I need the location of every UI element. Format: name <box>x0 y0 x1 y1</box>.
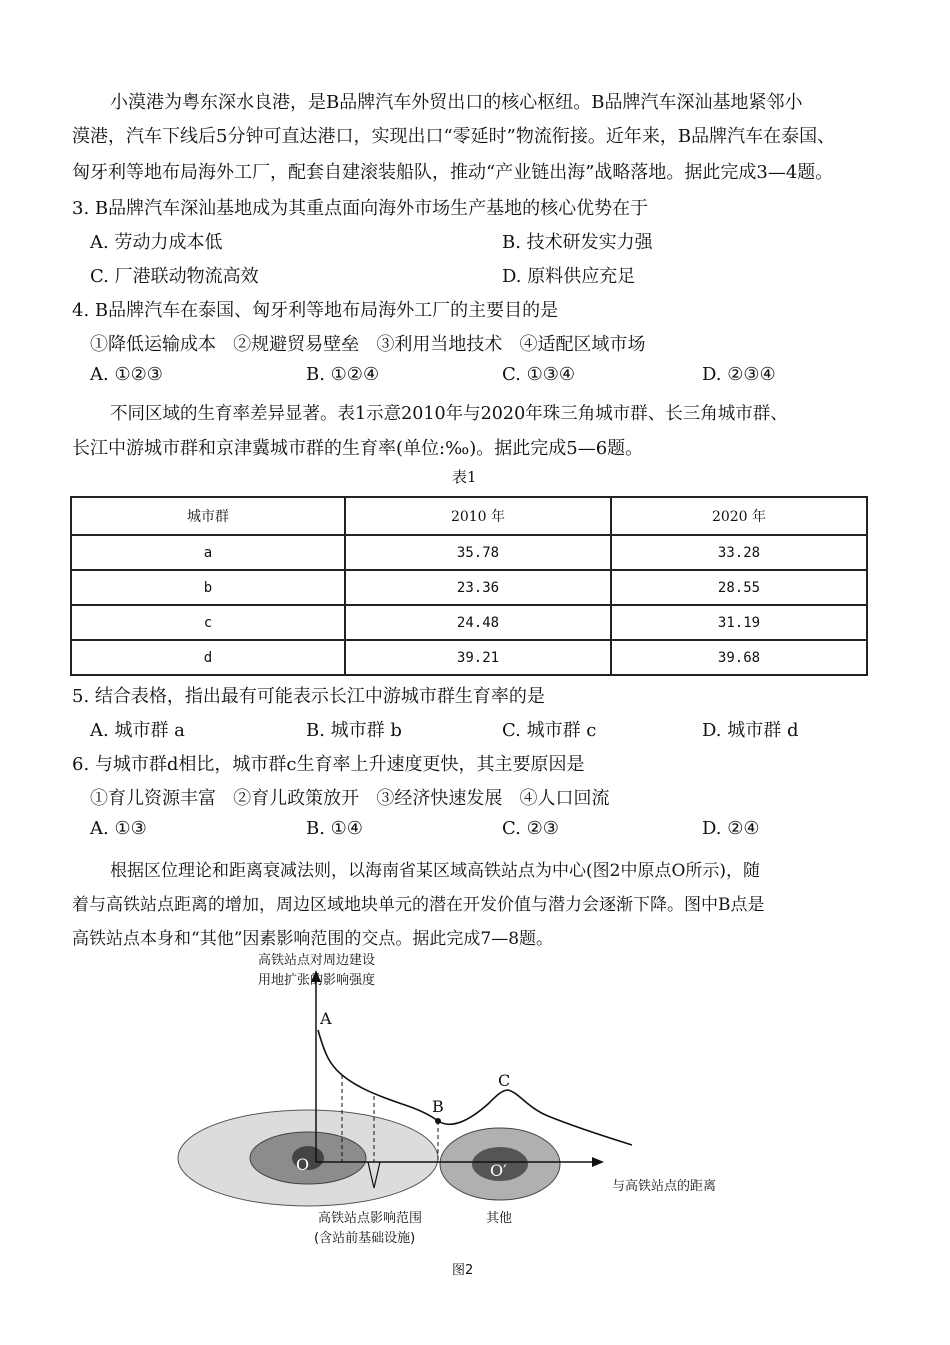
figure-2-diagram <box>0 940 950 1280</box>
table-cell: a <box>71 535 345 570</box>
table-cell: 23.36 <box>345 570 611 605</box>
q6-option-a[interactable]: A. ①③ <box>90 818 147 839</box>
intro3-line-3: 高铁站点本身和“其他”因素影响范围的交点。据此完成7—8题。 <box>72 929 554 949</box>
table-header-cell: 2020 年 <box>611 497 867 535</box>
intro3-line-1: 根据区位理论和距离衰减法则，以海南省某区域高铁站点为中心(图2中原点O所示)，随 <box>110 861 761 881</box>
q5-option-a[interactable]: A. 城市群 a <box>90 720 185 741</box>
point-b-dot <box>435 1118 441 1124</box>
q4-items: ①降低运输成本 ②规避贸易壁垒 ③利用当地技术 ④适配区域市场 <box>90 334 646 355</box>
q4-option-b[interactable]: B. ①②④ <box>306 364 380 385</box>
x-axis-label: 与高铁站点的距离 <box>612 1179 717 1194</box>
intro2-line-1: 不同区域的生育率差异显著。表1示意2010年与2020年珠三角城市群、长三角城市群、 <box>110 404 788 424</box>
intro3-line-2: 着与高铁站点距离的增加，周边区域地块单元的潜在开发价值与潜力会逐渐下降。图中B点是 <box>72 895 765 915</box>
q3-option-b[interactable]: B. 技术研发实力强 <box>502 232 653 253</box>
q5-stem: 5. 结合表格，指出最有可能表示长江中游城市群生育率的是 <box>72 686 545 707</box>
q5-option-d[interactable]: D. 城市群 d <box>702 720 799 741</box>
origin2-label: O′ <box>490 1161 507 1180</box>
table-cell: 33.28 <box>611 535 867 570</box>
table-row <box>71 640 867 675</box>
table-header-cell: 2010 年 <box>345 497 611 535</box>
q3-option-d[interactable]: D. 原料供应充足 <box>502 266 636 287</box>
table-row <box>71 535 867 570</box>
origin-label: O <box>296 1155 310 1174</box>
table-header-cell: 城市群 <box>71 497 345 535</box>
y-axis-label-line-1: 高铁站点对周边建设 <box>258 953 376 968</box>
q6-stem: 6. 与城市群d相比，城市群c生育率上升速度更快，其主要原因是 <box>72 754 585 775</box>
q5-option-b[interactable]: B. 城市群 b <box>306 720 402 741</box>
q6-option-b[interactable]: B. ①④ <box>306 818 363 839</box>
figure-caption: 图2 <box>452 1263 474 1278</box>
intro1-line-2: 漠港，汽车下线后5分钟可直达港口，实现出口“零延时”物流衔接。近年来，B品牌汽车在泰国、 <box>72 126 836 147</box>
intro1-line-1: 小漠港为粤东深水良港，是B品牌汽车外贸出口的核心枢纽。B品牌汽车深汕基地紧邻小 <box>110 92 803 113</box>
q4-option-c[interactable]: C. ①③④ <box>502 364 575 385</box>
intro1-line-3: 匈牙利等地布局海外工厂，配套自建滚装船队，推动“产业链出海”战略落地。据此完成3—4题。 <box>72 162 834 183</box>
table-cell: 35.78 <box>345 535 611 570</box>
table-cell: 28.55 <box>611 570 867 605</box>
x-axis-arrow-icon <box>592 1157 604 1167</box>
legend-station-range-line-1: 高铁站点影响范围 <box>318 1211 423 1226</box>
table-cell: c <box>71 605 345 640</box>
point-c-label: C <box>498 1071 511 1090</box>
legend-other: 其他 <box>486 1211 513 1226</box>
intro2-line-2: 长江中游城市群和京津冀城市群的生育率(单位:‰)。据此完成5—6题。 <box>72 438 644 459</box>
q4-stem: 4. B品牌汽车在泰国、匈牙利等地布局海外工厂的主要目的是 <box>72 300 559 321</box>
q3-option-c[interactable]: C. 厂港联动物流高效 <box>90 266 259 287</box>
y-axis-label-line-2: 用地扩张的影响强度 <box>258 973 376 988</box>
table-row <box>71 605 867 640</box>
table-header-row <box>71 497 867 535</box>
q5-option-c[interactable]: C. 城市群 c <box>502 720 597 741</box>
legend-station-range-line-2: (含站前基础设施) <box>314 1231 416 1246</box>
table-cell: 39.21 <box>345 640 611 675</box>
table-cell: 31.19 <box>611 605 867 640</box>
table-caption: 表1 <box>452 468 477 486</box>
birth-rate-table <box>70 496 868 676</box>
table-cell: 24.48 <box>345 605 611 640</box>
q6-option-c[interactable]: C. ②③ <box>502 818 559 839</box>
q4-option-d[interactable]: D. ②③④ <box>702 364 776 385</box>
q6-option-d[interactable]: D. ②④ <box>702 818 760 839</box>
q6-items: ①育儿资源丰富 ②育儿政策放开 ③经济快速发展 ④人口回流 <box>90 788 610 809</box>
table-cell: b <box>71 570 345 605</box>
point-a-label: A <box>320 1009 332 1028</box>
q3-stem: 3. B品牌汽车深汕基地成为其重点面向海外市场生产基地的核心优势在于 <box>72 198 649 219</box>
table-cell: 39.68 <box>611 640 867 675</box>
q3-option-a[interactable]: A. 劳动力成本低 <box>90 232 223 253</box>
table-cell: d <box>71 640 345 675</box>
q4-option-a[interactable]: A. ①②③ <box>90 364 163 385</box>
point-b-label: B <box>432 1097 444 1116</box>
table-row <box>71 570 867 605</box>
